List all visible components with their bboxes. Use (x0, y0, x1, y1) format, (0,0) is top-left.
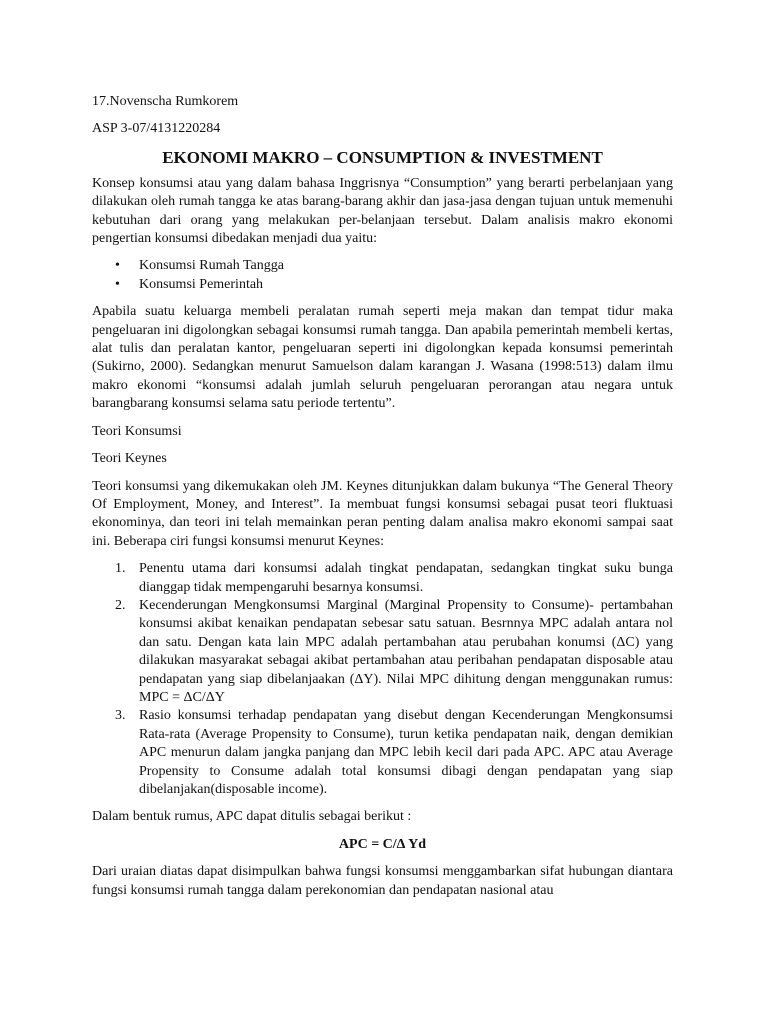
heading-teori-konsumsi: Teori Konsumsi (92, 423, 182, 439)
list-item (115, 597, 673, 707)
list-item (115, 707, 673, 799)
consumption-type-list (92, 257, 673, 294)
list-item-text: Penentu utama dari konsumsi adalah tingkat pendapatan, sedangkan tingkat suku bunga dianggap tidak mempengaruhi besarnya konsumsi. (139, 561, 673, 595)
list-item-text: Konsumsi Pemerintah (139, 276, 264, 292)
student-id-line: ASP 3-07/4131220284 (92, 121, 221, 137)
list-item-text: Konsumsi Rumah Tangga (139, 258, 284, 274)
list-item-number: 3. (115, 708, 126, 724)
bullet-icon: • (115, 258, 120, 274)
formula-intro: Dalam bentuk rumus, APC dapat ditulis sebagai berikut : (92, 809, 412, 825)
intro-paragraph: Konsep konsumsi atau yang dalam bahasa Inggrisnya “Consumption” yang berarti perbelanjaan yang dilakukan oleh rumah tangga ke atas barang-barang akhir dan jasa-jasa dengan tujuan untuk memenuhi kebutuhan dari orang yang melakukan per-belanjaan tersebut. Dalam analisis makro ekonomi pengertian konsumsi dibedakan menjadi dua yaitu: (92, 175, 673, 247)
list-item-number: 2. (115, 597, 126, 613)
list-item (115, 257, 673, 275)
bullet-icon: • (115, 276, 120, 292)
list-item-text: Kecenderungan Mengkonsumsi Marginal (Marginal Propensity to Consume)- pertambahan konsumsi akibat kenaikan pendapatan sebesar satu satuan. Besrnnya MPC adalah antara nol dan satu. Dengan kata lain MPC adalah pertambahan atau perubahan konumsi (ΔC) yang dilakukan masyarakat sebagai akibat pertambahan atau peribahan pendapatan disposable atau pendapatan yang siap dibelanjaakan (ΔY). Nilai MPC dihitung dengan menggunakan rumus: MPC = ΔC/ΔY (139, 597, 673, 705)
heading-teori-keynes: Teori Keynes (92, 451, 167, 467)
keynes-paragraph: Teori konsumsi yang dikemukakan oleh JM. Keynes ditunjukkan dalam bukunya “The General Theory Of Employment, Money, and Interest”. Ia membuat fungsi konsumsi sebagai pusat teori fluktuasi ekonominya, dan teori ini telah memainkan peran penting dalam analisa makro ekonomi sampai saat ini. Beberapa ciri fungsi konsumsi menurut Keynes: (92, 478, 673, 549)
list-item-number: 1. (115, 561, 126, 577)
author-line: 17.Novenscha Rumkorem (92, 94, 239, 109)
document-title: EKONOMI MAKRO – CONSUMPTION & INVESTMENT (162, 147, 603, 167)
document-page (92, 93, 673, 909)
list-item-text: Rasio konsumsi terhadap pendapatan yang disebut dengan Kecenderungan Mengkonsumsi Rata-rata (Average Propensity to Consume), turun ketika pendapatan naik, dengan demikian APC menurun dalam jangka panjang dan MPC lebih kecil dari pada APC. APC atau Average Propensity to Consume adalah total konsumsi dibagi dengan pendapatan yang siap dibelanjakan(disposable income). (139, 708, 673, 797)
second-paragraph: Apabila suatu keluarga membeli peralatan rumah seperti meja makan dan tempat tidur maka pengeluaran ini digolongkan sebagai konsumsi rumah tangga. Dan apabila pemerintah membeli kertas, alat tulis dan peralatan kantor, pengeluaran seperti ini digolongkan kepada konsumsi pemerintah (Sukirno, 2000). Sedangkan menurut Samuelson dalam karangan J. Wasana (1998:513) dalam ilmu makro ekonomi “konsumsi adalah jumlah seluruh pengeluaran perorangan atau negara untuk barangbarang konsumsi selama satu periode tertentu”. (92, 304, 673, 412)
keynes-characteristics-list (92, 560, 673, 799)
list-item (115, 560, 673, 597)
apc-formula: APC = C/Δ Yd (338, 836, 427, 852)
conclusion-paragraph: Dari uraian diatas dapat disimpulkan bahwa fungsi konsumsi menggambarkan sifat hubungan diantara fungsi konsumsi rumah tangga dalam perekonomian dan pendapatan nasional atau (92, 864, 673, 898)
list-item (115, 276, 673, 294)
